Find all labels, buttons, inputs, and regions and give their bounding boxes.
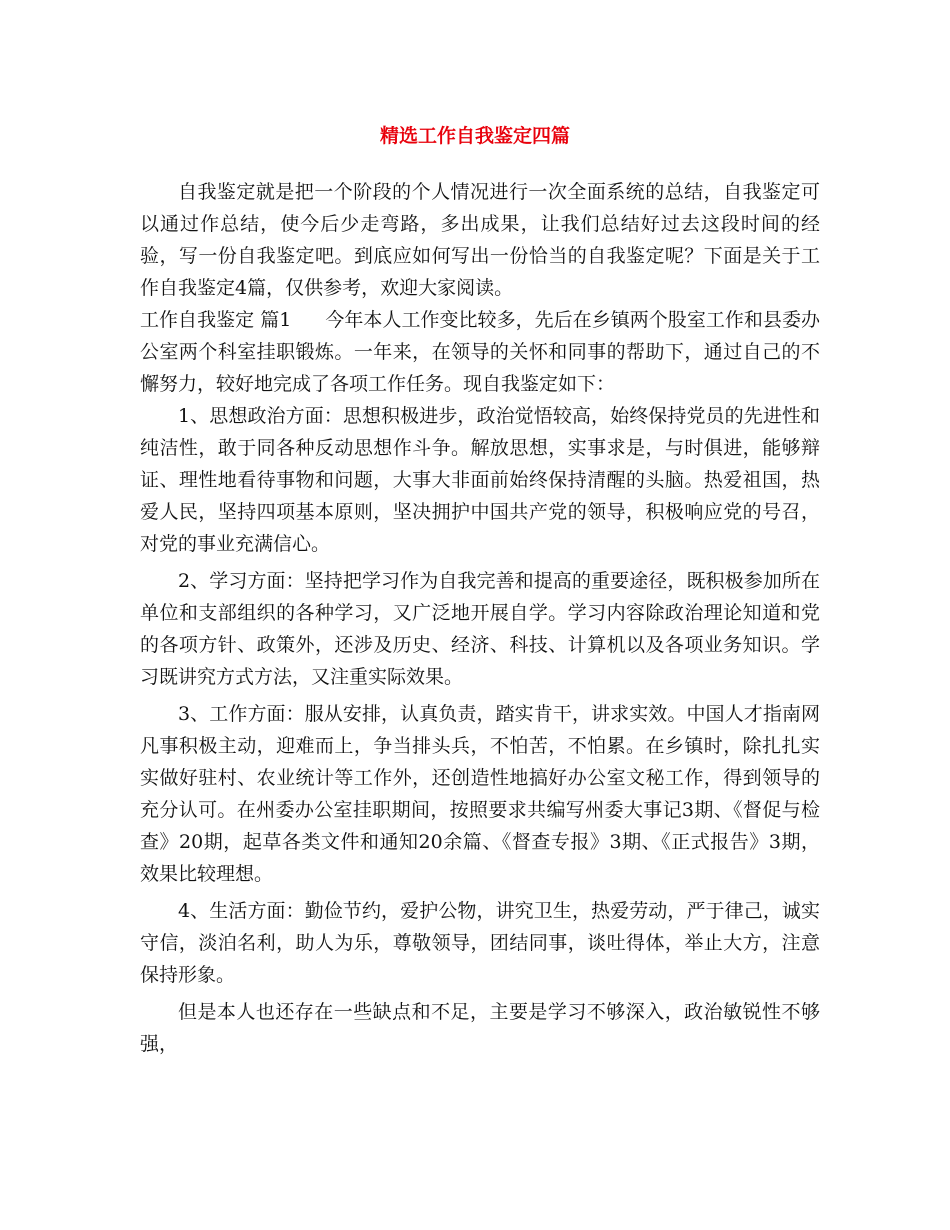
paragraph-politics: 1、思想政治方面：思想积极进步，政治觉悟较高，始终保持党员的先进性和纯洁性，敢于同各种反动思想作斗争。解放思想，实事求是，与时俱进，能够辩证、理性地看待事物和问题，大事大非面前始终保持清醒的头脑。热爱祖国，热爱人民，坚持四项基本原则，坚决拥护中国共产党的领导，积极响应党的号召，对党的事业充满信心。: [140, 405, 820, 555]
section-intro: 今年本人工作变比较多，先后在乡镇两个股室工作和县委办公室两个科室挂职锻炼。一年来，在领导的关怀和同事的帮助下，通过自己的不懈努力，较好地完成了各项工作任务。现自我鉴定如下：: [140, 309, 820, 395]
paragraph-shortcomings: 但是本人也还存在一些缺点和不足，主要是学习不够深入，政治敏锐性不够强，: [140, 1001, 820, 1055]
section-label: 工作自我鉴定 篇1: [140, 309, 292, 331]
intro-paragraph: 自我鉴定就是把一个阶段的个人情况进行一次全面系统的总结，自我鉴定可以通过作总结，使今后少走弯路，多出成果，让我们总结好过去这段时间的经验，写一份自我鉴定吧。到底应如何写出一份恰当的自我鉴定呢？下面是关于工作自我鉴定4篇，仅供参考，欢迎大家阅读。: [140, 181, 820, 299]
document-body: [140, 176, 820, 1060]
paragraph-work: 3、工作方面：服从安排，认真负责，踏实肯干，讲求实效。中国人才指南网凡事积极主动，迎难而上，争当排头兵，不怕苦，不怕累。在乡镇时，除扎扎实实做好驻村、农业统计等工作外，还创造性地搞好办公室文秘工作，得到领导的充分认可。在州委办公室挂职期间，按照要求共编写州委大事记3期、《督促与检查》20期，起草各类文件和通知20余篇、《督查专报》3期、《正式报告》3期，效果比较理想。: [140, 703, 820, 885]
section-first-line: [140, 304, 820, 400]
document-title: 精选工作自我鉴定四篇: [379, 125, 570, 147]
paragraph-life: 4、生活方面：勤俭节约，爱护公物，讲究卫生，热爱劳动，严于律己，诚实守信，淡泊名利，助人为乐，尊敬领导，团结同事，谈吐得体，举止大方，注意保持形象。: [140, 900, 820, 986]
paragraph-study: 2、学习方面：坚持把学习作为自我完善和提高的重要途径，既积极参加所在单位和支部组织的各种学习，又广泛地开展自学。学习内容除政治理论知道和党的各项方针、政策外，还涉及历史、经济、科技、计算机以及各项业务知识。学习既讲究方式方法，又注重实际效果。: [140, 570, 820, 688]
